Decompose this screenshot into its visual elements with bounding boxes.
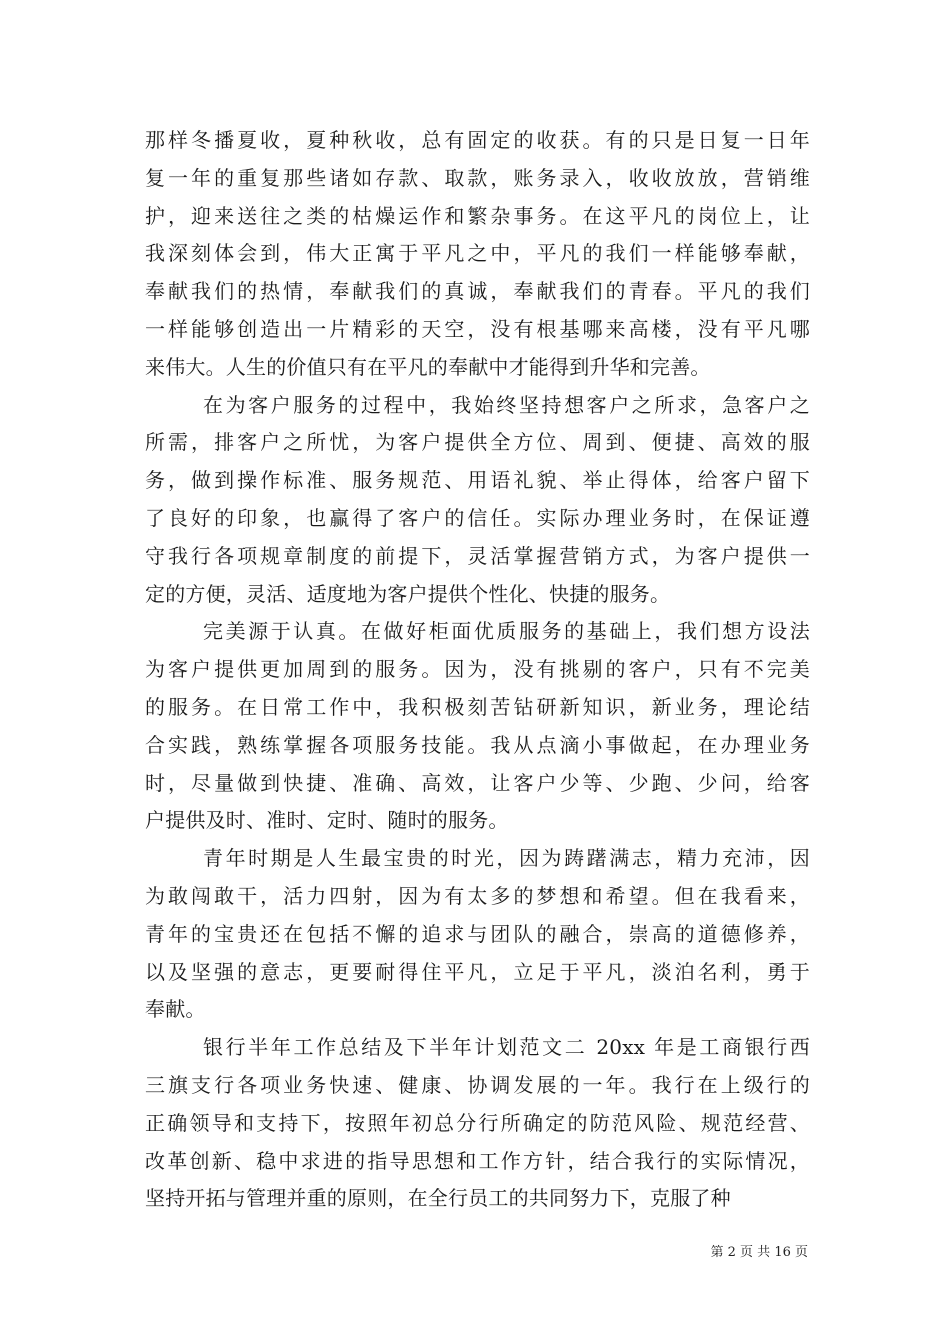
text-line: 定的方便，灵活、适度地为客户提供个性化、快捷的服务。 — [145, 581, 671, 606]
paragraph — [145, 1029, 810, 1218]
paragraph — [145, 122, 810, 387]
text-line: 护，迎来送往之类的枯燥运作和繁杂事务。在这平凡的岗位上，让 — [145, 203, 810, 228]
text-line: 了良好的印象，也赢得了客户的信任。实际办理业务时，在保证遵 — [145, 505, 810, 530]
text-line: 正确领导和支持下，按照年初总分行所确定的防范风险、规范经营、 — [145, 1110, 810, 1135]
text-line: 所需，排客户之所忧，为客户提供全方位、周到、便捷、高效的服 — [145, 430, 810, 455]
text-line: 坚持开拓与管理并重的原则，在全行员工的共同努力下，克服了种 — [145, 1186, 731, 1211]
text-line: 改革创新、稳中求进的指导思想和工作方针，结合我行的实际情况， — [145, 1148, 810, 1173]
text-line: 合实践，熟练掌握各项服务技能。我从点滴小事做起，在办理业务 — [145, 732, 810, 757]
text-line: 为敢闯敢干，活力四射，因为有太多的梦想和希望。但在我看来， — [145, 883, 810, 908]
text-line: 青年的宝贵还在包括不懈的追求与团队的融合，崇高的道德修养， — [145, 921, 810, 946]
page-number-footer: 第 2 页 共 16 页 — [710, 1245, 808, 1260]
text-line: 银行半年工作总结及下半年计划范文二 20xx 年是工商银行西 — [203, 1035, 810, 1060]
text-line: 来伟大。人生的价值只有在平凡的奉献中才能得到升华和完善。 — [145, 354, 711, 379]
paragraph — [145, 387, 810, 614]
text-line: 三旗支行各项业务快速、健康、协调发展的一年。我行在上级行的 — [145, 1072, 810, 1097]
text-line: 复一年的重复那些诸如存款、取款，账务录入，收收放放，营销维 — [145, 165, 810, 190]
paragraph — [145, 840, 810, 1029]
text-line: 那样冬播夏收，夏种秋收，总有固定的收获。有的只是日复一日年 — [145, 128, 810, 152]
text-line: 的服务。在日常工作中，我积极刻苦钻研新知识，新业务，理论结 — [145, 694, 810, 719]
text-line: 奉献。 — [145, 997, 206, 1022]
text-line: 户提供及时、准时、定时、随时的服务。 — [145, 808, 509, 833]
text-line: 以及坚强的意志，更要耐得住平凡，立足于平凡，淡泊名利，勇于 — [145, 959, 810, 984]
text-line: 完美源于认真。在做好柜面优质服务的基础上，我们想方设法 — [203, 619, 810, 644]
text-line: 奉献我们的热情，奉献我们的真诚，奉献我们的青春。平凡的我们 — [145, 279, 810, 304]
text-line: 时，尽量做到快捷、准确、高效，让客户少等、少跑、少问，给客 — [145, 770, 810, 795]
text-line: 务，做到操作标准、服务规范、用语礼貌、举止得体，给客户留下 — [145, 468, 810, 493]
text-line: 我深刻体会到，伟大正寓于平凡之中，平凡的我们一样能够奉献， — [145, 241, 810, 266]
text-line: 守我行各项规章制度的前提下，灵活掌握营销方式，为客户提供一 — [145, 543, 810, 568]
document-body — [145, 122, 810, 1218]
text-line: 为客户提供更加周到的服务。因为，没有挑剔的客户，只有不完美 — [145, 657, 810, 682]
paragraph — [145, 613, 810, 840]
text-line: 一样能够创造出一片精彩的天空，没有根基哪来高楼，没有平凡哪 — [145, 316, 810, 341]
text-line: 在为客户服务的过程中，我始终坚持想客户之所求，急客户之 — [203, 392, 810, 417]
text-line: 青年时期是人生最宝贵的时光，因为踌躇满志，精力充沛，因 — [203, 846, 810, 871]
